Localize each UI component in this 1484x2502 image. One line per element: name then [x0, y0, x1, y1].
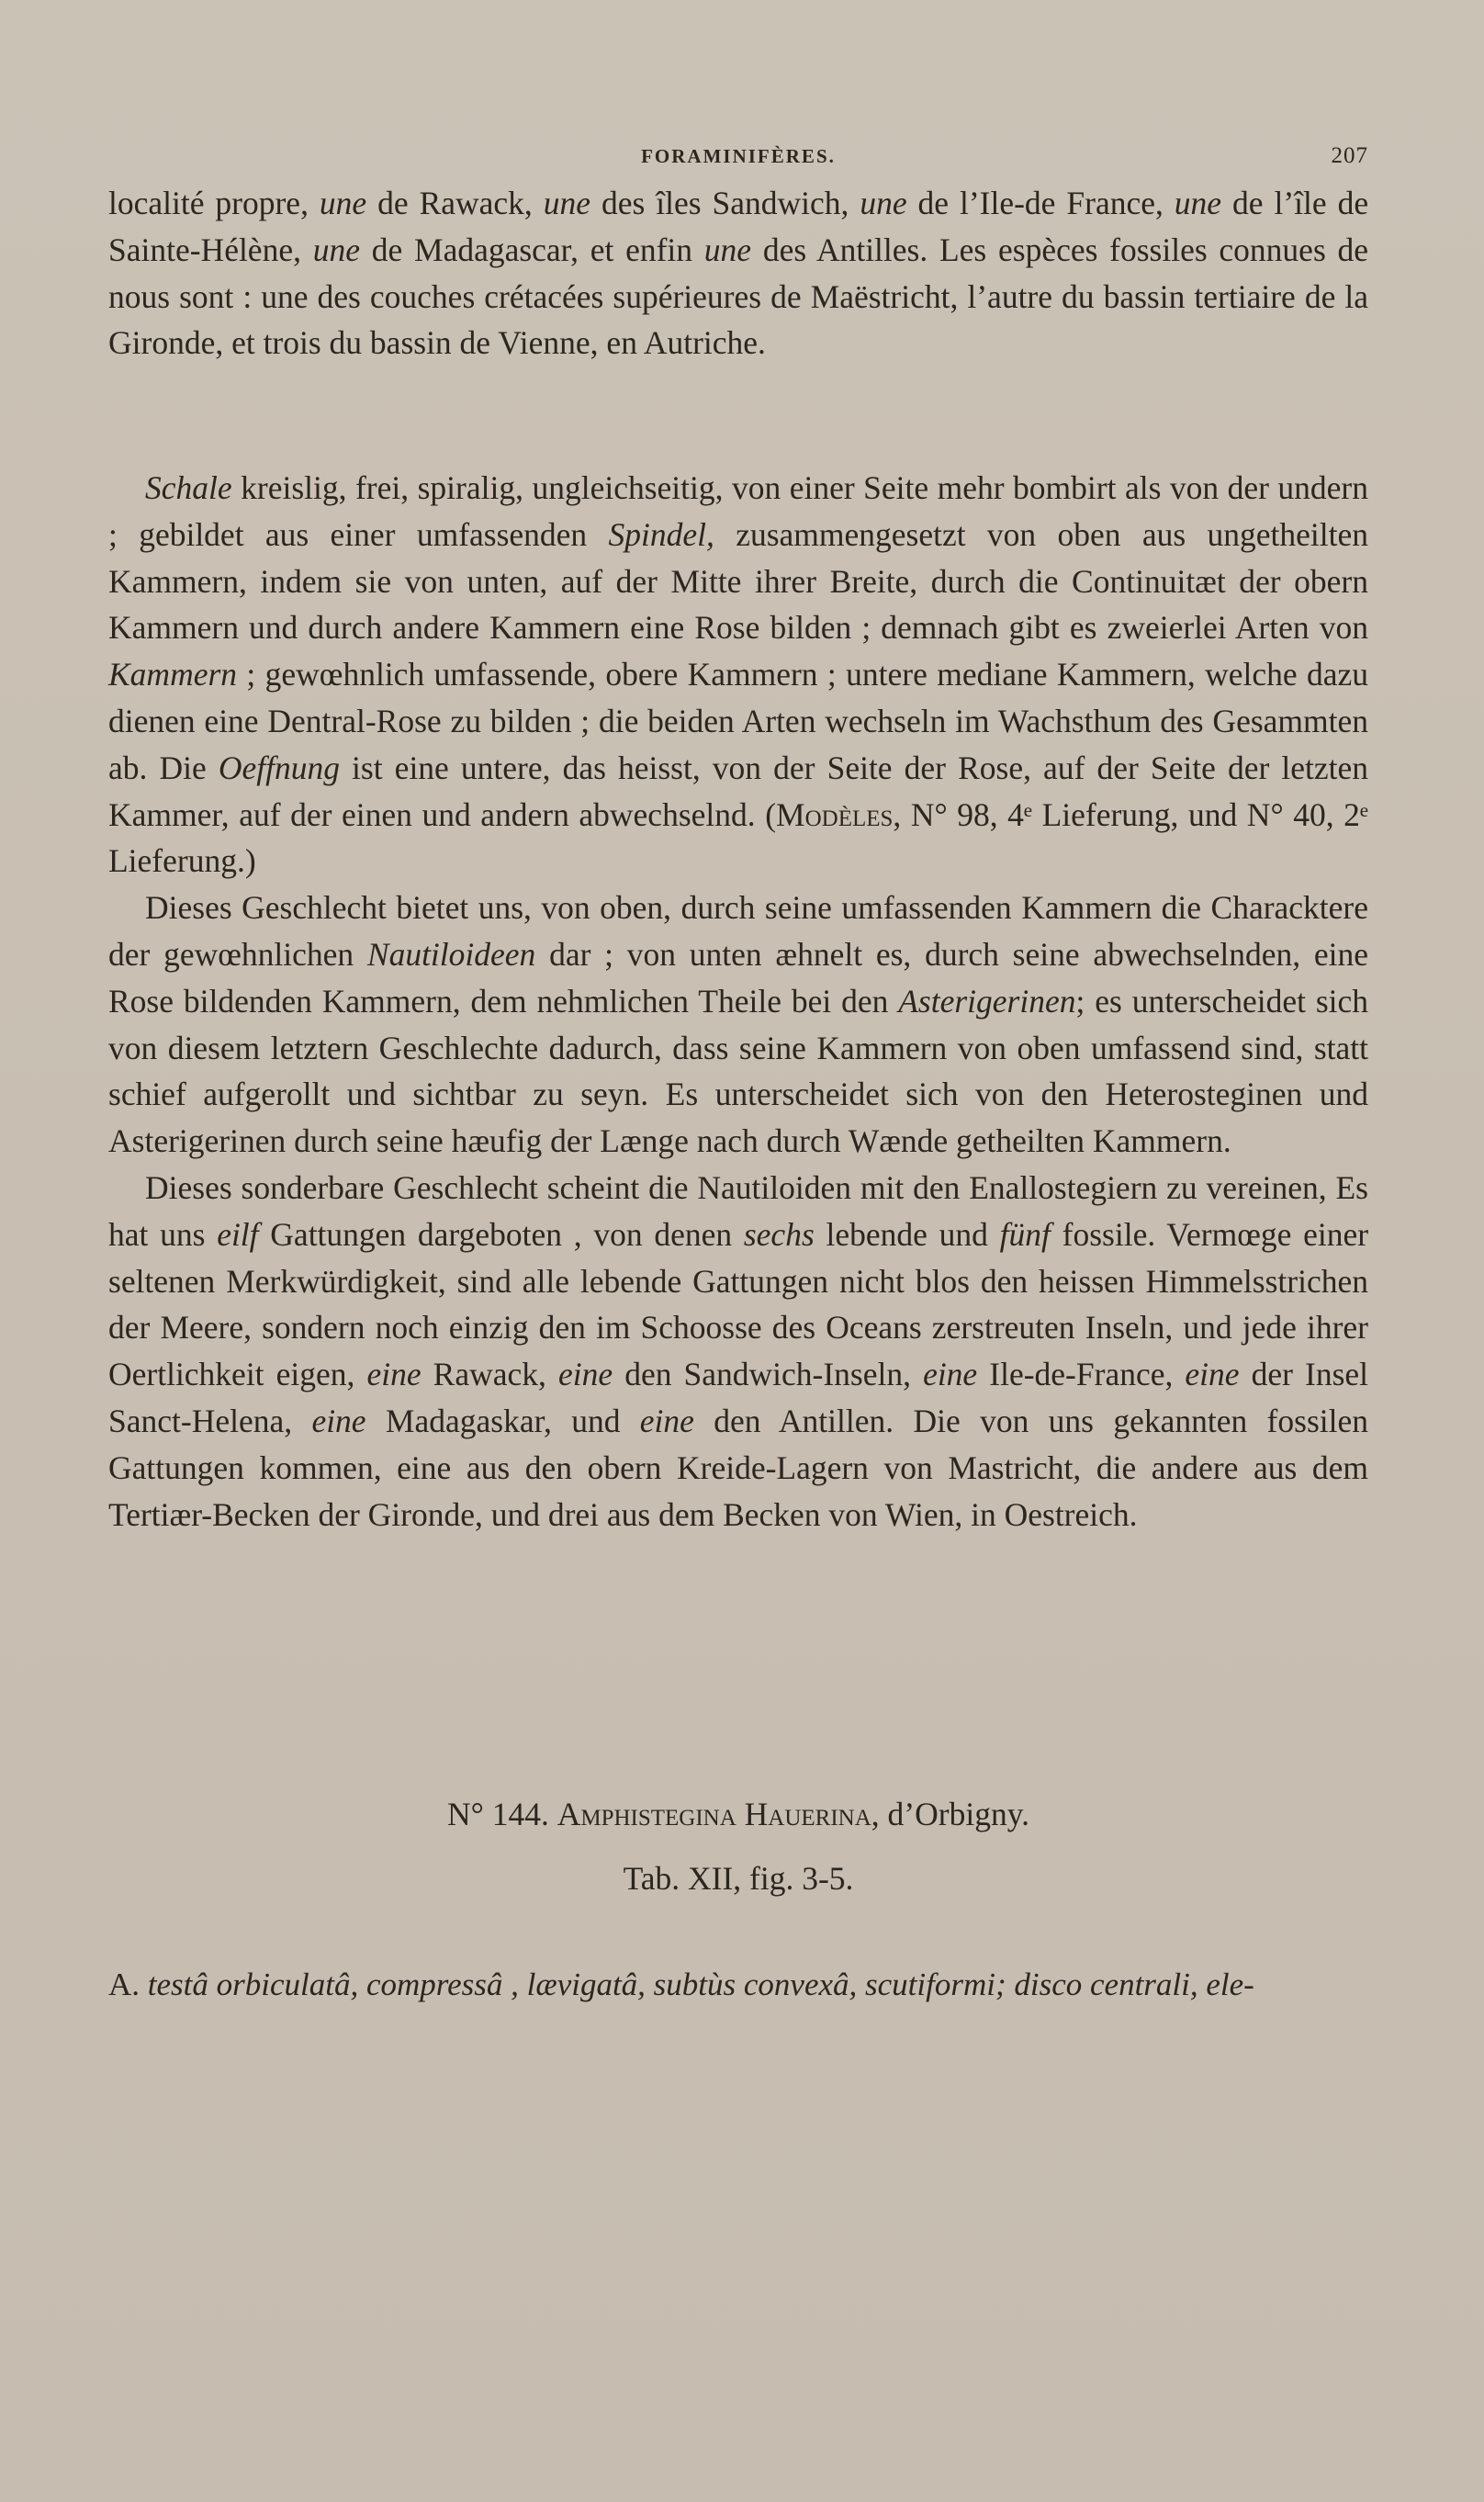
page-header: [108, 140, 1368, 173]
species-name: Amphistegina Hauerina: [556, 1796, 871, 1832]
french-paragraph-block: [108, 180, 1368, 366]
species-author: , d’Orbigny.: [871, 1796, 1030, 1832]
latin-diagnosis: [108, 1962, 1368, 2008]
french-paragraph: localité propre, une de Rawack, une des îles Sandwich, une de l’Ile-de France, une de l’île de Sainte-Hélène, une de Madagascar, et enfin une des Antilles. Les espèces fossiles connues de nous sont : une des couches crétacées supérieures de Maëstricht, l’autre du bassin tertiaire de la Gironde, et trois du bassin de Vienne, en Autriche.: [108, 185, 1369, 362]
german-paragraph-comparison: Dieses Geschlecht bietet uns, von oben, durch seine umfassenden Kammern die Characktere der gewœhnlichen Nautiloideen dar ; von unten æhnelt es, durch seine abwechselnden, eine Rose bildenden Kammern, dem nehmlichen Theile bei den Asterigerinen; es unterscheidet sich von diesem letztern Geschlechte dadurch, dass seine Kammern von oben umfassend sind, statt schief aufgerollt und sichtbar zu seyn. Es unterscheidet sich von den Heterosteginen und Asterigerinen durch seine hæufig der Længe nach durch Wænde getheilten Kammern.: [108, 889, 1369, 1160]
running-title: FORAMINIFÈRES.: [641, 145, 836, 167]
german-text-block: [108, 465, 1368, 1538]
page-number: 207: [1331, 143, 1368, 168]
german-paragraph-distribution: Dieses sonderbare Geschlecht scheint die Nautiloiden mit den Enallostegiern zu vereinen, Es hat uns eilf Gattungen dargeboten , von denen sechs lebende und fünf fossile. Vermœge einer seltenen Merkwürdigkeit, sind alle lebende Gattungen nicht blos den heissen Himmelsstrichen der Meere, sondern noch einzig den im Schoosse des Oceans zerstreuten Inseln, und jede ihrer Oertlichkeit eigen, eine Rawack, eine den Sandwich-Inseln, eine Ile-de-France, eine der Insel Sanct-Helena, eine Madagaskar, und eine den Antillen. Die von uns gekannten fossilen Gattungen kommen, eine aus den obern Kreide-Lagern von Mastricht, die andere aus dem Tertiær-Becken der Gironde, und drei aus dem Becken von Wien, in Oestreich.: [108, 1168, 1369, 1533]
german-paragraph-genus-description: Schale kreislig, frei, spiralig, ungleichseitig, von einer Seite mehr bombirt als von der undern ; gebildet aus einer umfassenden Spindel, zusammengesetzt von oben aus ungetheilten Kammern, indem sie von unten, auf der Mitte ihrer Breite, durch die Continuitæt der obern Kammern und durch andere Kammern eine Rose bilden ; demnach gibt es zweierlei Arten von Kammern ; gewœhnlich umfassende, obere Kammern ; untere mediane Kammern, welche dazu dienen eine Dentral-Rose zu bilden ; die beiden Arten wechseln im Wachsthum des Gesammten ab. Die Oeffnung ist eine untere, das heisst, von der Seite der Rose, auf der Seite der letzten Kammer, auf der einen und andern abwechselnd. (Modèles, N° 98, 4ᵉ Lieferung, und N° 40, 2ᵉ Lieferung.): [108, 469, 1368, 880]
diagnosis-letter: A.: [108, 1967, 141, 2002]
diagnosis-text: testâ orbiculatâ, compressâ , lævigatâ, subtùs convexâ, scutiformi; disco centrali, ele-: [147, 1967, 1254, 2002]
species-entry-title: [108, 1791, 1368, 1837]
plate-reference: Tab. XII, fig. 3-5.: [623, 1860, 854, 1897]
species-number: N° 144.: [446, 1796, 549, 1832]
